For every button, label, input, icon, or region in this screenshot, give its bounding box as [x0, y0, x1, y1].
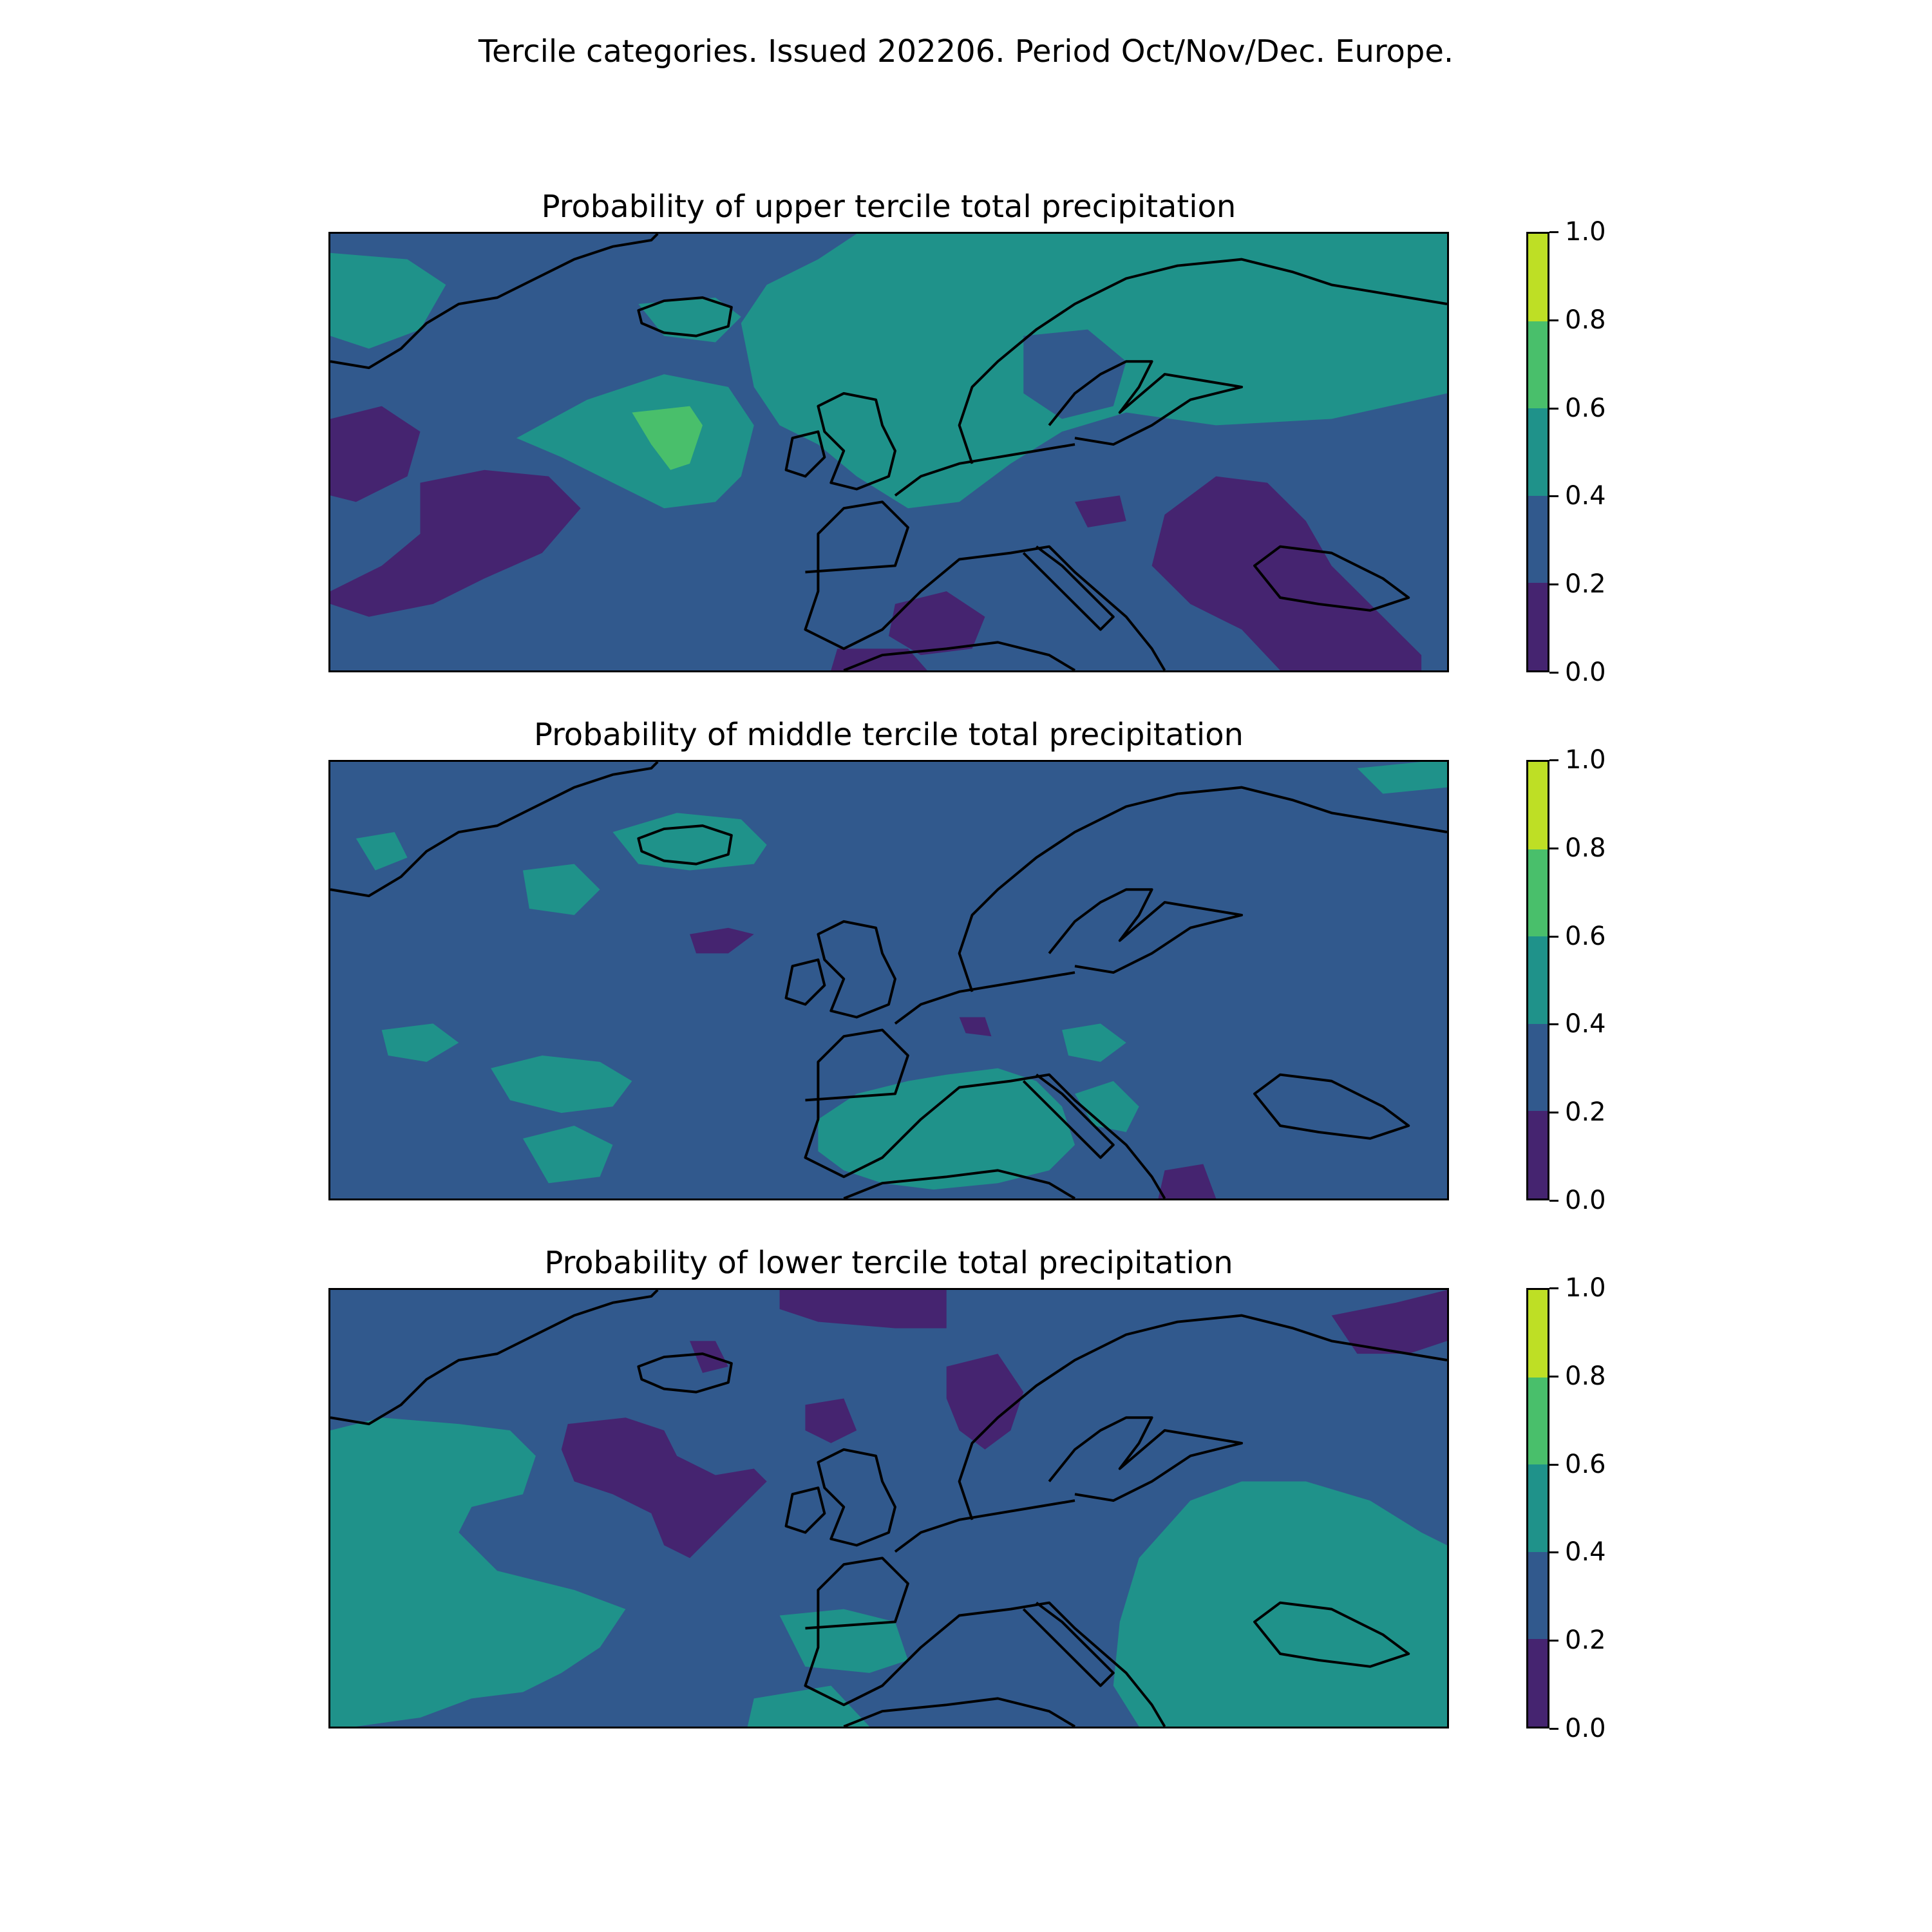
colorbar-bin-3 [1528, 321, 1548, 409]
colorbar-bin-4 [1528, 1290, 1548, 1378]
colorbar-bin-0 [1528, 1111, 1548, 1198]
colorbar-tick-label: 0.0 [1565, 1714, 1606, 1743]
colorbar-middle [1526, 760, 1549, 1200]
colorbar-tick-label: 0.4 [1565, 1009, 1606, 1039]
colorbar-bin-2 [1528, 1464, 1548, 1552]
colorbar-bin-2 [1528, 936, 1548, 1024]
figure-title: Tercile categories. Issued 202206. Period Oct/Nov/Dec. Europe. [478, 33, 1454, 70]
panel-title-lower: Probability of lower tercile total precipitation [544, 1245, 1233, 1281]
colorbar-ticks-upper [1549, 217, 1640, 687]
colorbar-tick-label: 1.0 [1565, 1273, 1606, 1303]
panel-title-upper: Probability of upper tercile total precipitation [541, 189, 1236, 225]
map-upper-tercile [328, 232, 1449, 672]
colorbar-tick-label: 1.0 [1565, 745, 1606, 775]
map-middle-tercile [328, 760, 1449, 1200]
colorbar-tick-label: 0.2 [1565, 569, 1606, 599]
colorbar-bin-3 [1528, 849, 1548, 937]
colorbar-tick-label: 0.2 [1565, 1625, 1606, 1655]
colorbar-bin-1 [1528, 1024, 1548, 1112]
colorbar-tick-label: 1.0 [1565, 217, 1606, 247]
colorbar-bin-2 [1528, 408, 1548, 496]
colorbar-tick-label: 0.0 [1565, 1186, 1606, 1215]
colorbar-bin-1 [1528, 1552, 1548, 1640]
colorbar-tick-label: 0.8 [1565, 833, 1606, 863]
colorbar-tick-label: 0.2 [1565, 1097, 1606, 1127]
panel-title-middle: Probability of middle tercile total precipitation [534, 717, 1244, 753]
colorbar-tick-label: 0.0 [1565, 658, 1606, 687]
colorbar-tick-label: 0.6 [1565, 393, 1606, 423]
colorbar-tick-label: 0.6 [1565, 1450, 1606, 1479]
colorbar-ticks-lower [1549, 1273, 1640, 1743]
colorbar-bin-3 [1528, 1378, 1548, 1465]
map-lower-tercile [328, 1288, 1449, 1728]
colorbar-bin-4 [1528, 762, 1548, 849]
colorbar-upper [1526, 232, 1549, 672]
colorbar-bin-1 [1528, 496, 1548, 583]
colorbar-tick-label: 0.8 [1565, 1361, 1606, 1391]
colorbar-bin-0 [1528, 1639, 1548, 1727]
colorbar-tick-label: 0.6 [1565, 922, 1606, 951]
colorbar-bin-0 [1528, 583, 1548, 670]
colorbar-lower [1526, 1288, 1549, 1728]
colorbar-tick-label: 0.4 [1565, 1537, 1606, 1567]
colorbar-tick-label: 0.8 [1565, 305, 1606, 335]
colorbar-tick-label: 0.4 [1565, 481, 1606, 511]
colorbar-bin-4 [1528, 234, 1548, 321]
colorbar-ticks-middle [1549, 745, 1640, 1215]
